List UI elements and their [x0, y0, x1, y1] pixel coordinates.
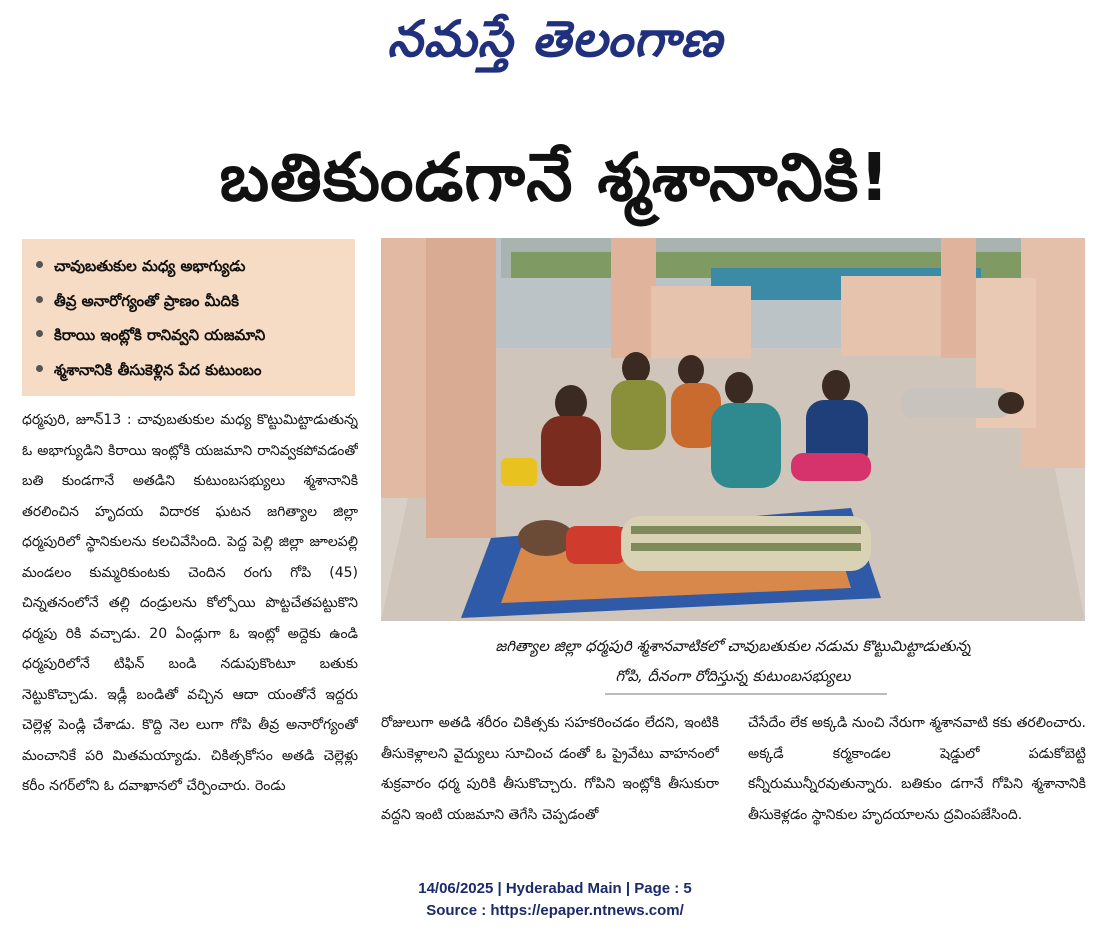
bullet-icon — [36, 330, 43, 337]
page-footer — [0, 878, 1110, 922]
article-headline: బతికుండగానే శ్మశానానికి! — [219, 139, 891, 216]
caption-line-2: గోపి, దీనంగా రోదిస్తున్న కుటుంబసభ్యులు — [615, 667, 851, 685]
article-body-text: చేసేదేం లేక అక్కడి నుంచి నేరుగా శ్మశానవాటి కకు తరలించారు. అక్కడే కర్మకాండల షెడ్డులో పడుకోబెట్టి కన్నీరుమున్నీరవుతున్నారు. బతికుం డగానే గోపిని శ్మశానానికి తీసుకెళ్లడం స్థానికుల హృదయాలను ద్రవింపజేసింది. — [748, 715, 1086, 823]
highlight-text: తీవ్ర అనారోగ్యంతో ప్రాణం మీదికి — [54, 291, 239, 310]
edition-info: 14/06/2025 | Hyderabad Main | Page : 5 — [418, 880, 692, 897]
highlights-box — [22, 239, 355, 396]
highlight-item — [36, 249, 347, 284]
bullet-icon — [36, 365, 43, 372]
article-body-text: రోజులుగా అతడి శరీరం చికిత్సకు సహకరించడం లేదని, ఇంటికి తీసుకెళ్లాలని వైద్యులు సూచించ డంతో ఓ ప్రైవేటు వాహనంలో శుక్రవారం ధర్మ పురికి తీసుకొచ్చారు. గోపిని ఇంట్లోకి తీసుకురా వద్దని ఇంటి యజమాని తెగేసి చెప్పడంతో — [381, 715, 719, 823]
bullet-icon — [36, 261, 43, 268]
highlight-text: కిరాయి ఇంట్లోకి రానివ్వని యజమాని — [54, 326, 266, 344]
source-link[interactable]: Source : https://epaper.ntnews.com/ — [426, 902, 684, 919]
caption-divider — [605, 693, 887, 695]
article-body-left-column — [22, 405, 358, 865]
highlight-item — [36, 284, 347, 319]
highlight-item — [36, 318, 347, 353]
caption-line-1: జగిత్యాల జిల్లా ధర్మపురి శ్మశానవాటికలో చావుబతుకుల నడుమ కొట్టుమిట్టాడుతున్న — [495, 637, 971, 655]
bullet-icon — [36, 296, 43, 303]
newspaper-masthead: నమస్తే తెలంగాణ — [387, 10, 723, 68]
highlights-list — [36, 249, 347, 387]
article-body-text: ధర్మపురి, జూన్13 : చావుబతుకుల మధ్య కొట్టుమిట్టాడుతున్న ఓ అభాగ్యుడిని కిరాయి ఇంట్లోకి యజమాని రానివ్వకపోవడంతో బతి కుండగానే అతడిని కుటుంబసభ్యులు శ్మశానానికి తరలించిన హృదయ విదారక ఘటన జగిత్యాల జిల్లా ధర్మపురిలో స్థానికులను కలచివేసింది. పెద్ద పెల్లి జిల్లా జూలపల్లి మండలం కుమ్మరికుంటకు చెందిన రంగు గోపి (45) చిన్నతనంలోనే తల్లి దండ్రులను కోల్పోయి పొట్టచేతపట్టుకొని ధర్మపు రికి వచ్చాడు. 20 ఏండ్లుగా ఓ ఇంట్లో అద్దెకు ఉండి ధర్మపురిలోనే టిఫిన్ బండి నడుపుకొంటూ బతుకు నెట్టుకొచ్చాడు. ఇడ్లీ బండితో వచ్చిన ఆదా యంతోనే ఇద్దరు చెల్లెళ్ల పెండ్లి చేశాడు. కొద్ది నెల లుగా గోపి తీవ్ర అనారోగ్యంతో మంచానికే పరి మితమయ్యాడు. చికిత్సకోసం అతడి చెల్లెళ్లు కరీం నగర్‌లోని ఓ దవాఖానలో చేర్పించారు. రెండు — [22, 412, 358, 794]
highlight-text: శ్మశానానికి తీసుకెళ్లిన పేద కుటుంబం — [54, 360, 262, 379]
news-photo — [381, 238, 1085, 621]
photo-caption — [381, 631, 1085, 691]
photo-illustration — [381, 238, 1085, 621]
article-body-middle-column — [381, 708, 719, 858]
article-body-right-column — [748, 708, 1086, 858]
highlight-text: చావుబతుకుల మధ్య అభాగ్యుడు — [54, 257, 246, 275]
highlight-item — [36, 353, 347, 388]
